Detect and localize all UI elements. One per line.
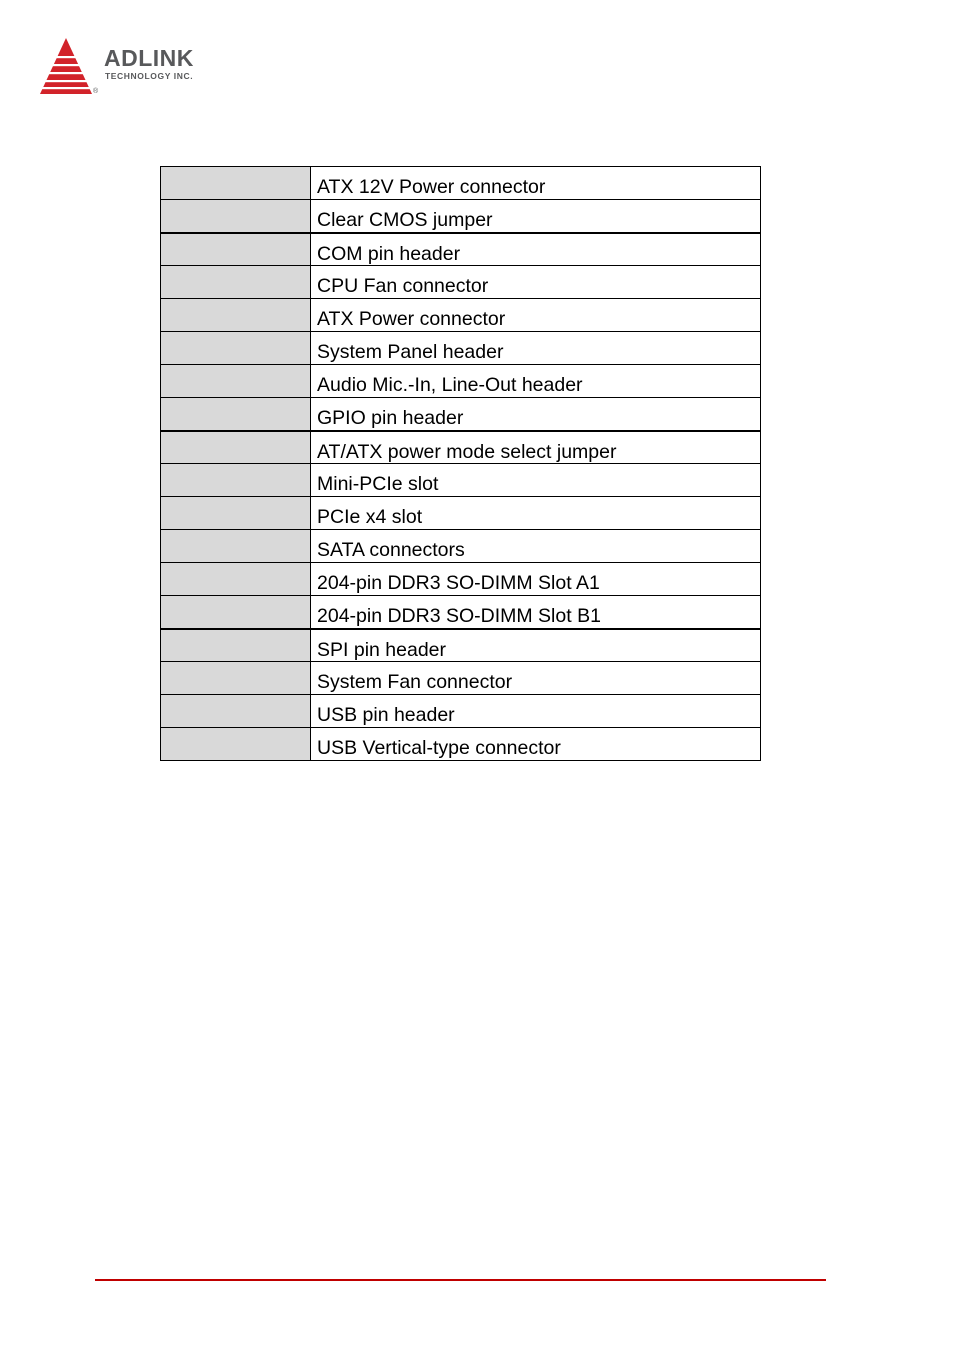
table-row xyxy=(161,332,761,365)
connector-label-cell xyxy=(161,167,311,200)
logo-wordmark: ADLINK xyxy=(104,45,194,71)
connector-description: SATA connectors xyxy=(311,530,761,563)
table-row xyxy=(161,266,761,299)
connector-label-cell xyxy=(161,530,311,563)
table-row xyxy=(161,530,761,563)
connector-description: System Panel header xyxy=(311,332,761,365)
table-row xyxy=(161,365,761,398)
connector-description: GPIO pin header xyxy=(311,398,761,431)
connector-table xyxy=(160,166,761,761)
connector-label-cell xyxy=(161,299,311,332)
connector-label-cell xyxy=(161,497,311,530)
table-row xyxy=(161,596,761,629)
table-row xyxy=(161,200,761,233)
connector-label-cell xyxy=(161,596,311,629)
table-row xyxy=(161,695,761,728)
connector-label-cell xyxy=(161,629,311,662)
connector-label-cell xyxy=(161,464,311,497)
connector-label-cell xyxy=(161,233,311,266)
connector-label-cell xyxy=(161,200,311,233)
table-row xyxy=(161,167,761,200)
connector-description: COM pin header xyxy=(311,233,761,266)
connector-description: SPI pin header xyxy=(311,629,761,662)
logo-subtitle: TECHNOLOGY INC. xyxy=(105,71,194,81)
connector-description: Clear CMOS jumper xyxy=(311,200,761,233)
table-row xyxy=(161,398,761,431)
table-row xyxy=(161,563,761,596)
connector-description: System Fan connector xyxy=(311,662,761,695)
connector-label-cell xyxy=(161,695,311,728)
connector-label-cell xyxy=(161,662,311,695)
connector-label-cell xyxy=(161,332,311,365)
connector-description: CPU Fan connector xyxy=(311,266,761,299)
table-row xyxy=(161,431,761,464)
connector-description: USB pin header xyxy=(311,695,761,728)
connector-description: ATX Power connector xyxy=(311,299,761,332)
connector-label-cell xyxy=(161,431,311,464)
company-logo xyxy=(38,36,238,100)
connector-description: ATX 12V Power connector xyxy=(311,167,761,200)
table-row xyxy=(161,299,761,332)
table-row xyxy=(161,233,761,266)
connector-label-cell xyxy=(161,728,311,761)
connector-description: Audio Mic.-In, Line-Out header xyxy=(311,365,761,398)
footer-divider xyxy=(95,1279,826,1281)
table-row xyxy=(161,662,761,695)
registered-mark: ® xyxy=(93,88,99,95)
connector-label-cell xyxy=(161,563,311,596)
connector-label-cell xyxy=(161,266,311,299)
table-row xyxy=(161,629,761,662)
connector-label-cell xyxy=(161,365,311,398)
connector-description: AT/ATX power mode select jumper xyxy=(311,431,761,464)
connector-description: PCIe x4 slot xyxy=(311,497,761,530)
table-row xyxy=(161,497,761,530)
connector-description: 204-pin DDR3 SO-DIMM Slot B1 xyxy=(311,596,761,629)
connector-description: 204-pin DDR3 SO-DIMM Slot A1 xyxy=(311,563,761,596)
connector-label-cell xyxy=(161,398,311,431)
table-row xyxy=(161,728,761,761)
connector-description: USB Vertical-type connector xyxy=(311,728,761,761)
connector-description: Mini-PCIe slot xyxy=(311,464,761,497)
table-row xyxy=(161,464,761,497)
